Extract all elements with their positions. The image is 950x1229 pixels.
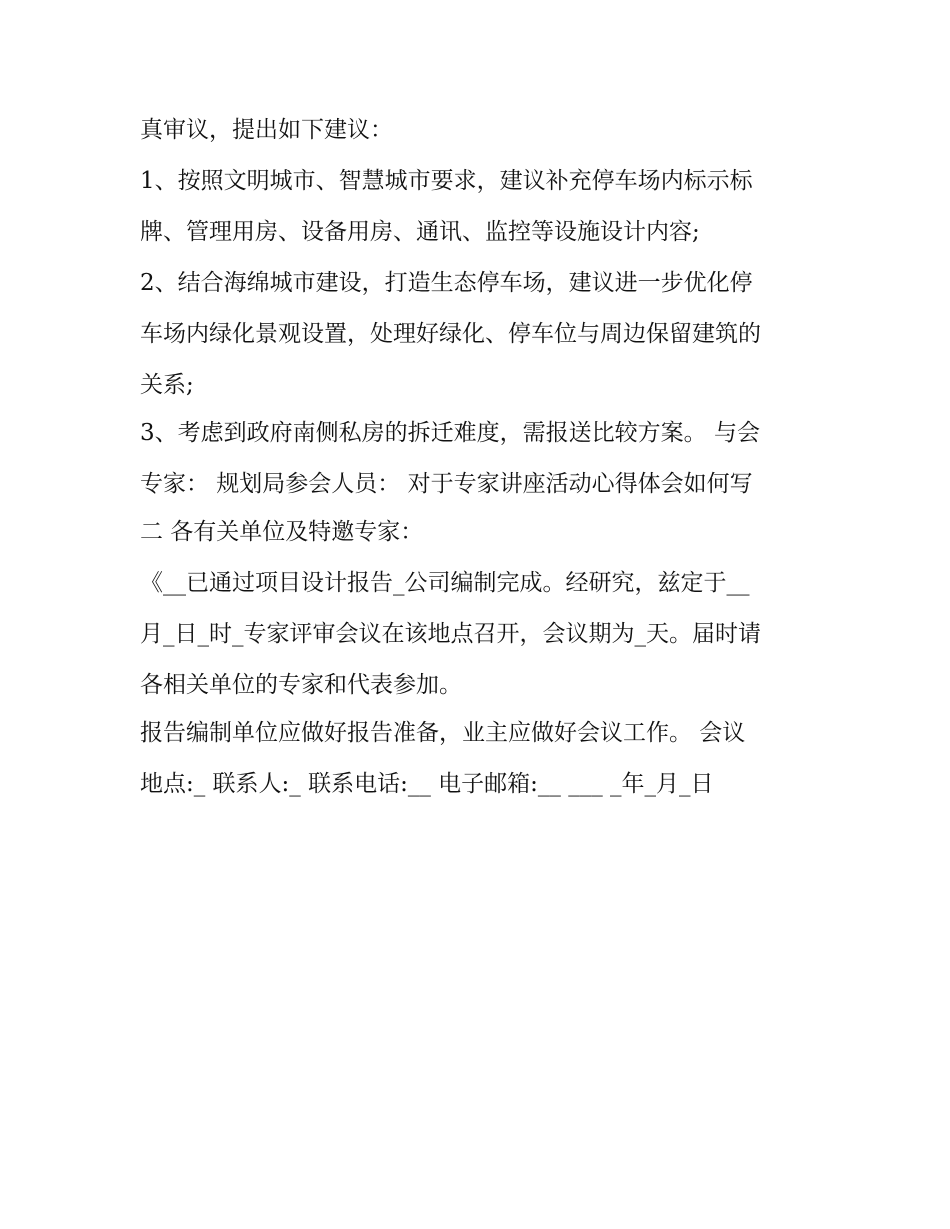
text-line: 《__已通过项目设计报告_公司编制完成。经研究，兹定于__	[140, 570, 750, 596]
text-line: 地点:_ 联系人:_ 联系电话:__ 电子邮箱:__ ___ _年_月_日	[140, 771, 714, 797]
text-line: 报告编制单位应做好报告准备，业主应做好会议工作。 会议	[140, 720, 746, 746]
text-line: 真审议，提出如下建议：	[140, 117, 393, 143]
text-line: 3、考虑到政府南侧私房的拆迁难度，需报送比较方案。 与会	[140, 420, 760, 446]
text-line: 2、结合海绵城市建设，打造生态停车场，建议进一步优化停	[140, 270, 753, 296]
text-line: 车场内绿化景观设置，处理好绿化、停车位与周边保留建筑的	[140, 321, 761, 347]
text-line: 关系;	[140, 372, 194, 398]
text-line: 1、按照文明城市、智慧城市要求，建议补充停车场内标示标	[140, 168, 753, 194]
text-line: 月_日_时_专家评审会议在该地点召开，会议期为_天。届时请	[140, 621, 761, 647]
text-line: 各相关单位的专家和代表参加。	[140, 672, 462, 698]
text-line: 二 各有关单位及特邀专家：	[140, 519, 424, 545]
text-line: 专家： 规划局参会人员： 对于专家讲座活动心得体会如何写	[140, 471, 753, 497]
document-body	[140, 108, 820, 813]
text-line: 牌、管理用房、设备用房、通讯、监控等设施设计内容;	[140, 219, 700, 245]
